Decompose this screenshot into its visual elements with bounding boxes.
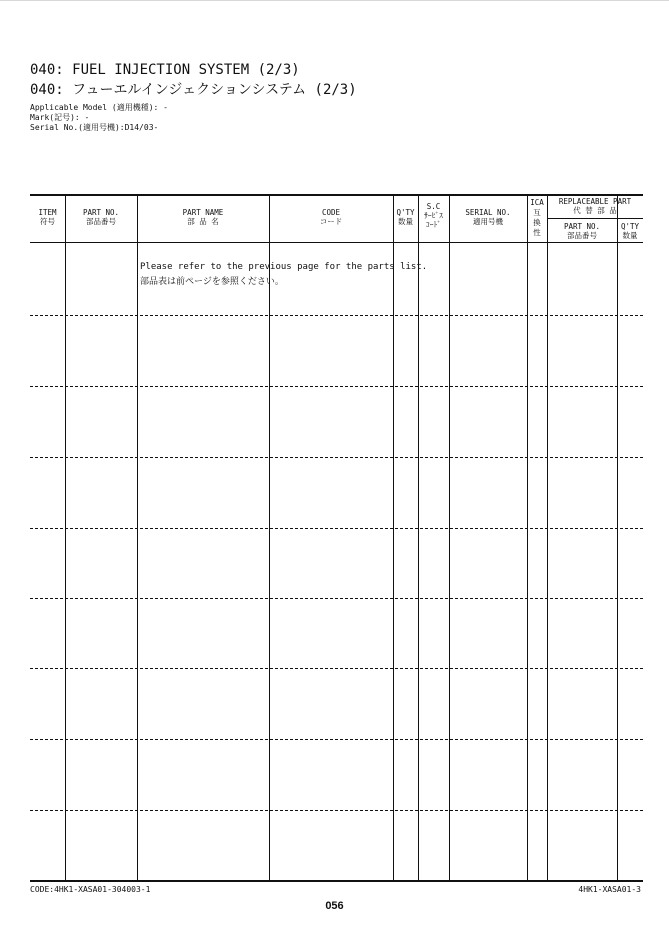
row-separator	[30, 598, 643, 599]
table-header-rule	[30, 242, 643, 243]
table-bottom-rule	[30, 880, 643, 882]
header-qty: Q'TY 数量	[396, 208, 415, 226]
reference-note-en: Please refer to the previous page for the parts list.	[140, 262, 428, 272]
page-number: 056	[325, 900, 344, 912]
catalog-code: 4HK1-XASA01-3	[578, 885, 641, 894]
header-ica: ICA 互 換 性	[530, 198, 544, 237]
serial-no: Serial No.(適用号機):D14/03-	[30, 123, 159, 132]
header-item: ITEM 符号	[38, 208, 57, 226]
header-service-code: S.C ｻｰﾋﾞｽ ｺｰﾄﾞ	[424, 202, 443, 229]
parts-table	[30, 194, 643, 882]
header-part-no: PART NO. 部品番号	[82, 208, 120, 226]
header-replaceable-part: REPLACEABLE PART 代 替 部 品	[558, 197, 632, 215]
reference-note-ja: 部品表は前ページを参照ください。	[140, 277, 284, 287]
mark: Mark(記号): -	[30, 113, 90, 122]
header-replaceable-part-no: PART NO. 部品番号	[563, 222, 601, 240]
applicable-model: Applicable Model (適用機種): -	[30, 103, 168, 112]
header-serial-no: SERIAL NO. 適用号機	[465, 208, 511, 226]
section-title-en: 040: FUEL INJECTION SYSTEM (2/3)	[30, 62, 300, 78]
row-separator	[30, 457, 643, 458]
top-border	[0, 0, 669, 1]
row-separator	[30, 528, 643, 529]
replaceable-sub-rule	[547, 218, 643, 219]
section-title-ja: 040: フューエルインジェクションシステム (2/3)	[30, 82, 357, 98]
document-code: CODE:4HK1-XASA01-304003-1	[30, 885, 151, 894]
column-divider	[137, 194, 138, 882]
column-divider	[449, 194, 450, 882]
header-code: CODE コード	[319, 208, 343, 226]
column-divider	[527, 194, 528, 882]
row-separator	[30, 739, 643, 740]
column-divider	[65, 194, 66, 882]
header-replaceable-qty: Q'TY 数量	[620, 222, 640, 240]
row-separator	[30, 386, 643, 387]
table-top-rule	[30, 194, 643, 196]
row-separator	[30, 315, 643, 316]
row-separator	[30, 810, 643, 811]
header-part-name: PART NAME 部 品 名	[182, 208, 224, 226]
column-divider	[393, 194, 394, 882]
column-divider	[269, 194, 270, 882]
row-separator	[30, 668, 643, 669]
column-divider	[617, 194, 618, 882]
column-divider	[547, 194, 548, 882]
column-divider	[418, 194, 419, 882]
